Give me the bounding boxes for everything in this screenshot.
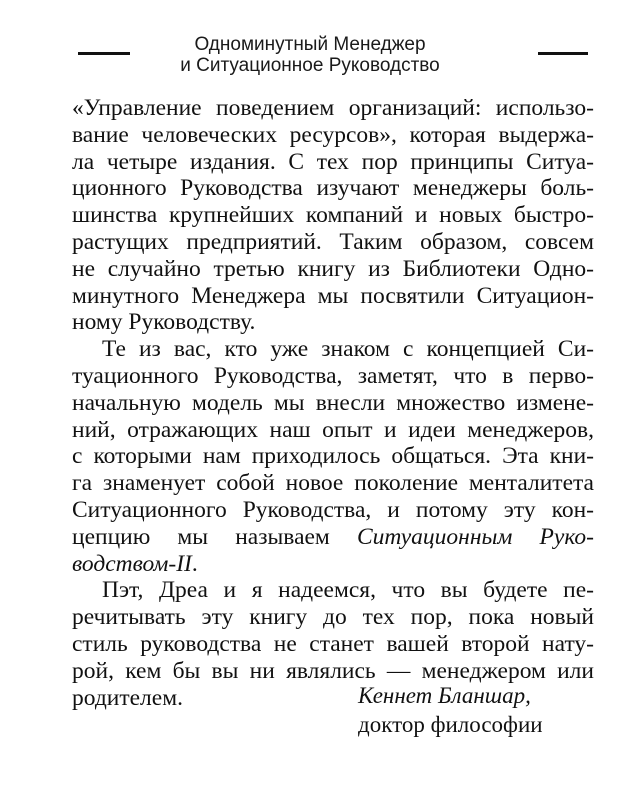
text-line: минутного Менеджера мы посвятили Ситуацион- (72, 282, 594, 309)
text-line: стиль руководства не станет вашей второй нату- (72, 630, 594, 657)
text-line: начальную модель мы внесли множество измене- (72, 389, 594, 416)
text-line: Те из вас, кто уже знаком с концепцией Си- (102, 336, 594, 363)
italic-term-end: водством-II (72, 550, 192, 577)
text-line-mixed (72, 551, 594, 578)
text-line: ционного Руководства изучают менеджеры боль- (72, 175, 594, 202)
header-rule-right (538, 52, 588, 55)
text-line: с которыми нам приходилось общаться. Эта кни- (72, 443, 594, 470)
header-rule-left (78, 52, 130, 55)
text-line-plain-part: цепцию мы называем (72, 523, 330, 550)
text-line: туационного Руководства, заметят, что в перво- (72, 362, 594, 389)
text-line: речитывать эту книгу до тех пор, пока новый (72, 604, 594, 631)
text-line-mixed (72, 524, 594, 551)
text-line: родителем. (72, 684, 183, 711)
text-line: не случайно третью книгу из Библиотеки Одно- (72, 255, 594, 282)
running-header (0, 34, 620, 76)
italic-term-start: Ситуационным Руко- (356, 523, 594, 550)
text-line: рой, кем бы вы ни являлись — менеджером или (72, 657, 594, 684)
running-header-line-1: Одноминутный Менеджер (194, 34, 426, 55)
text-line: Пэт, Дреа и я надеемся, что вы будете пе- (102, 577, 594, 604)
text-line: вание человеческих ресурсов», которая выдержа- (72, 121, 594, 148)
text-line: га знаменует собой новое поколение менталитета (72, 470, 594, 497)
text-line: ла четыре издания. С тех пор принципы Ситуа- (72, 148, 594, 175)
text-line: Ситуационного Руководства, и потому эту кон- (72, 496, 594, 523)
text-line: шинства крупнейших компаний и новых быстро- (72, 202, 594, 229)
signature-name: Кеннет Бланшар, (358, 683, 531, 708)
signature-title: доктор философии (358, 712, 543, 737)
signature-block (358, 681, 543, 739)
body-text (72, 95, 594, 711)
tail-punctuation: . (191, 550, 198, 577)
text-line: ний, отражающих наш опыт и идеи менеджеров, (72, 416, 594, 443)
text-line: растущих предприятий. Таким образом, совсем (72, 228, 594, 255)
text-line: «Управление поведением организаций: использо- (72, 95, 594, 121)
running-header-line-2: и Ситуационное Руководство (180, 55, 440, 76)
text-line: ному Руководству. (72, 309, 256, 336)
